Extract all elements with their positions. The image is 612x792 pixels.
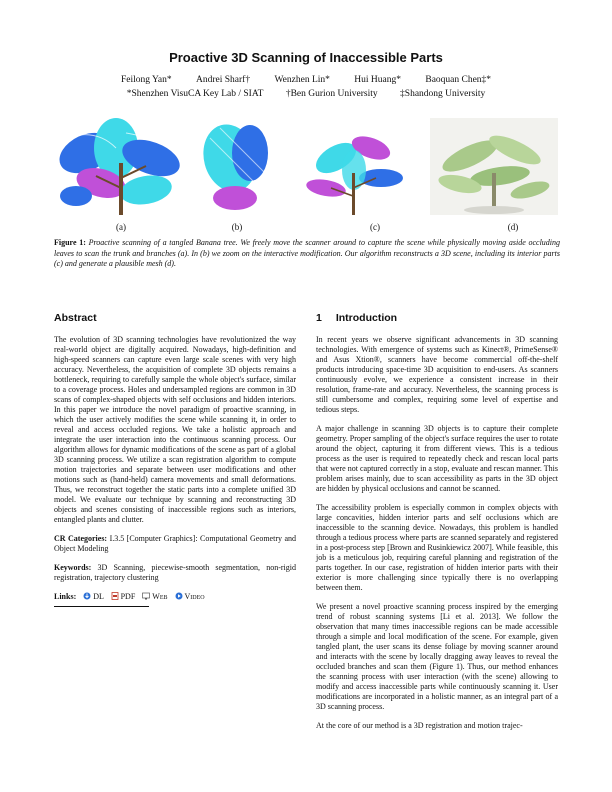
link-video-label: Video — [184, 592, 205, 601]
link-dl[interactable] — [83, 592, 105, 601]
figure-panel-c-label: (c) — [370, 222, 380, 232]
introduction-heading — [316, 312, 558, 324]
keywords-text: 3D Scanning, piecewise-smooth segmentation, non-rigid registration, trajectory clustering — [54, 563, 296, 582]
link-pdf-label: PDF — [120, 592, 136, 601]
right-column — [316, 312, 558, 740]
link-pdf[interactable] — [111, 592, 138, 601]
video-icon — [175, 592, 183, 600]
section-number: 1 — [316, 312, 322, 324]
author-name: Hui Huang* — [354, 75, 401, 85]
intro-paragraph: We present a novel proactive scanning process inspired by the emerging trend of robust scanning systems [Li et al. 2013]. We follow the observation that many times inaccessible regions can be made accessible through a simple and local modification of the scene. For example, given tangled plant, the user scans its dense foliage by moving scanner around and interacts with the scene by locally dragging away leaves to reveal the occluded branches and scan them (Figure 1). Thus, our method enhances the scanning process with user interaction (with the scene) allowing to modify and access inaccessible parts while continuously scanning it. User modifications are incorporated in a holistic manner, as an integral part of a 3D scanning process. — [316, 602, 558, 711]
figure-caption-text: Proactive scanning of a tangled Banana tree. We freely move the scanner around to capture the scene while physically moving aside occluding leaves to scan the trunk and branches (a). In (b) we zoom on the interactive modification. Our algorithm reconstructs a 3D scene, including its interior parts (c) and generate a plausible mesh (d). — [54, 238, 561, 268]
figure-panel-d-label: (d) — [507, 222, 519, 232]
left-column — [54, 312, 296, 607]
cr-categories — [54, 534, 296, 554]
keywords-label: Keywords: — [54, 563, 92, 572]
abstract-body: The evolution of 3D scanning technologies have revolutionized the way real-world object are digitally acquired. Nowadays, high-definition and high-speed scanners can capture even large scale scenes with very high accuracy. Nevertheless, the acquisition of complete 3D objects remains a bottleneck, requiring to carefully sample the whole object's surface, similar to a coverage process. Holes and undersampled regions are common in 3D scans of complex-shaped objects with self occlusions and hidden interiors. In this paper we introduce the novel paradigm of proactive scanning, in which the user actively modifies the scene while scanning it, in order to reveal and access occluded regions. We take a holistic approach and integrate the user interaction into the continuous scanning process. Our algorithm allows for dynamic modifications of the scene as part of a global 3D scanning process. We utilize a scan registration algorithm to compute motion trajectories and separate between user modifications and other motions such as (hand-held) camera movements and small deformations. Thus, we reconstruct together the static parts into a complete unified 3D model. We evaluate our technique by scanning and reconstructing 3D objects and scenes consisting of inaccessible regions such as interiors, entangled plants and clutter. — [54, 335, 296, 524]
figure-caption-label: Figure 1: — [54, 238, 86, 247]
section-title: Introduction — [335, 312, 398, 324]
figure-caption — [54, 238, 560, 270]
link-video[interactable] — [175, 592, 205, 601]
affiliation: *Shenzhen VisuCA Key Lab / SIAT — [126, 89, 264, 99]
web-icon — [142, 592, 150, 600]
intro-paragraph: A major challenge in scanning 3D objects is to capture their complete geometry. Proper sampling of the object's surface requires the user to rotate around the object, capturing it from different views. This is a tedious process as the user is required to repeatedly check and rescan local parts that were not captured correctly in a stop, evaluate and rescan manner. This problem arises mainly, due to scan accessibility as parts in the 3D object are hidden by physical occlusions and cannot be scanned. — [316, 424, 558, 493]
affiliation: †Ben Gurion University — [285, 89, 378, 99]
author-name: Baoquan Chen‡* — [425, 75, 492, 85]
affiliation-list — [0, 89, 612, 99]
paper-title: Proactive 3D Scanning of Inaccessible Parts — [169, 50, 443, 65]
pdf-icon — [111, 592, 119, 600]
author-list — [0, 75, 612, 85]
affiliation: ‡Shandong University — [400, 89, 486, 99]
author-name: Wenzhen Lin* — [274, 75, 330, 85]
link-web[interactable] — [142, 592, 169, 601]
intro-paragraph: In recent years we observe significant advancements in 3D scanning technologies. With emergence of systems such as Kinect®, PrimeSense® and Asus Xtion®, scanners have become commercial off-the-shelf products introducing space-time 3D acquisition to end-users. As scanners continuously evolve, we experience a consistent increase in their resolution, frame-rate and accuracy. Nevertheless, the scanning process is still cumbersome and complex, requiring some level of expertise and tedious steps. — [316, 335, 558, 414]
cr-categories-label: CR Categories: — [54, 534, 108, 543]
figure-panel-a-label: (a) — [116, 222, 126, 232]
intro-paragraph: At the core of our method is a 3D registration and motion trajec- — [316, 721, 523, 730]
intro-paragraph: The accessibility problem is especially common in complex objects with large concavities, hidden interior parts and self occlusions which are inaccessible to the scanning device. Nowadays, this problem is handled through a tedious process where parts are scanned separately and registered in a post-process step [Brown and Rusinkiewicz 2007]. While feasible, this job is a meticulous job, requiring careful planning and registration of the parts together. In our case, registration of hidden interior parts with their exterior is more challenging since typically there is no overlapping between them. — [316, 503, 558, 592]
link-dl-label: DL — [93, 592, 104, 601]
figure-panel-b-label: (b) — [231, 222, 243, 232]
author-name: Andrei Sharf† — [196, 75, 251, 85]
cr-categories-text: I.3.5 [Computer Graphics]: Computational Geometry and Object Modeling — [54, 534, 296, 553]
download-icon — [83, 592, 91, 600]
footnote-rule — [54, 606, 149, 607]
figure-panel-d-image — [430, 118, 558, 215]
abstract-heading: Abstract — [54, 312, 97, 324]
keywords — [54, 563, 296, 583]
figure-panel-b-image — [200, 118, 274, 215]
author-name: Feilong Yan* — [120, 75, 172, 85]
figure-panel-c-image — [296, 118, 414, 215]
links-row — [54, 592, 296, 602]
figure-panel-a-image — [56, 118, 186, 215]
link-web-label: Web — [152, 592, 168, 601]
links-label: Links: — [54, 592, 77, 601]
